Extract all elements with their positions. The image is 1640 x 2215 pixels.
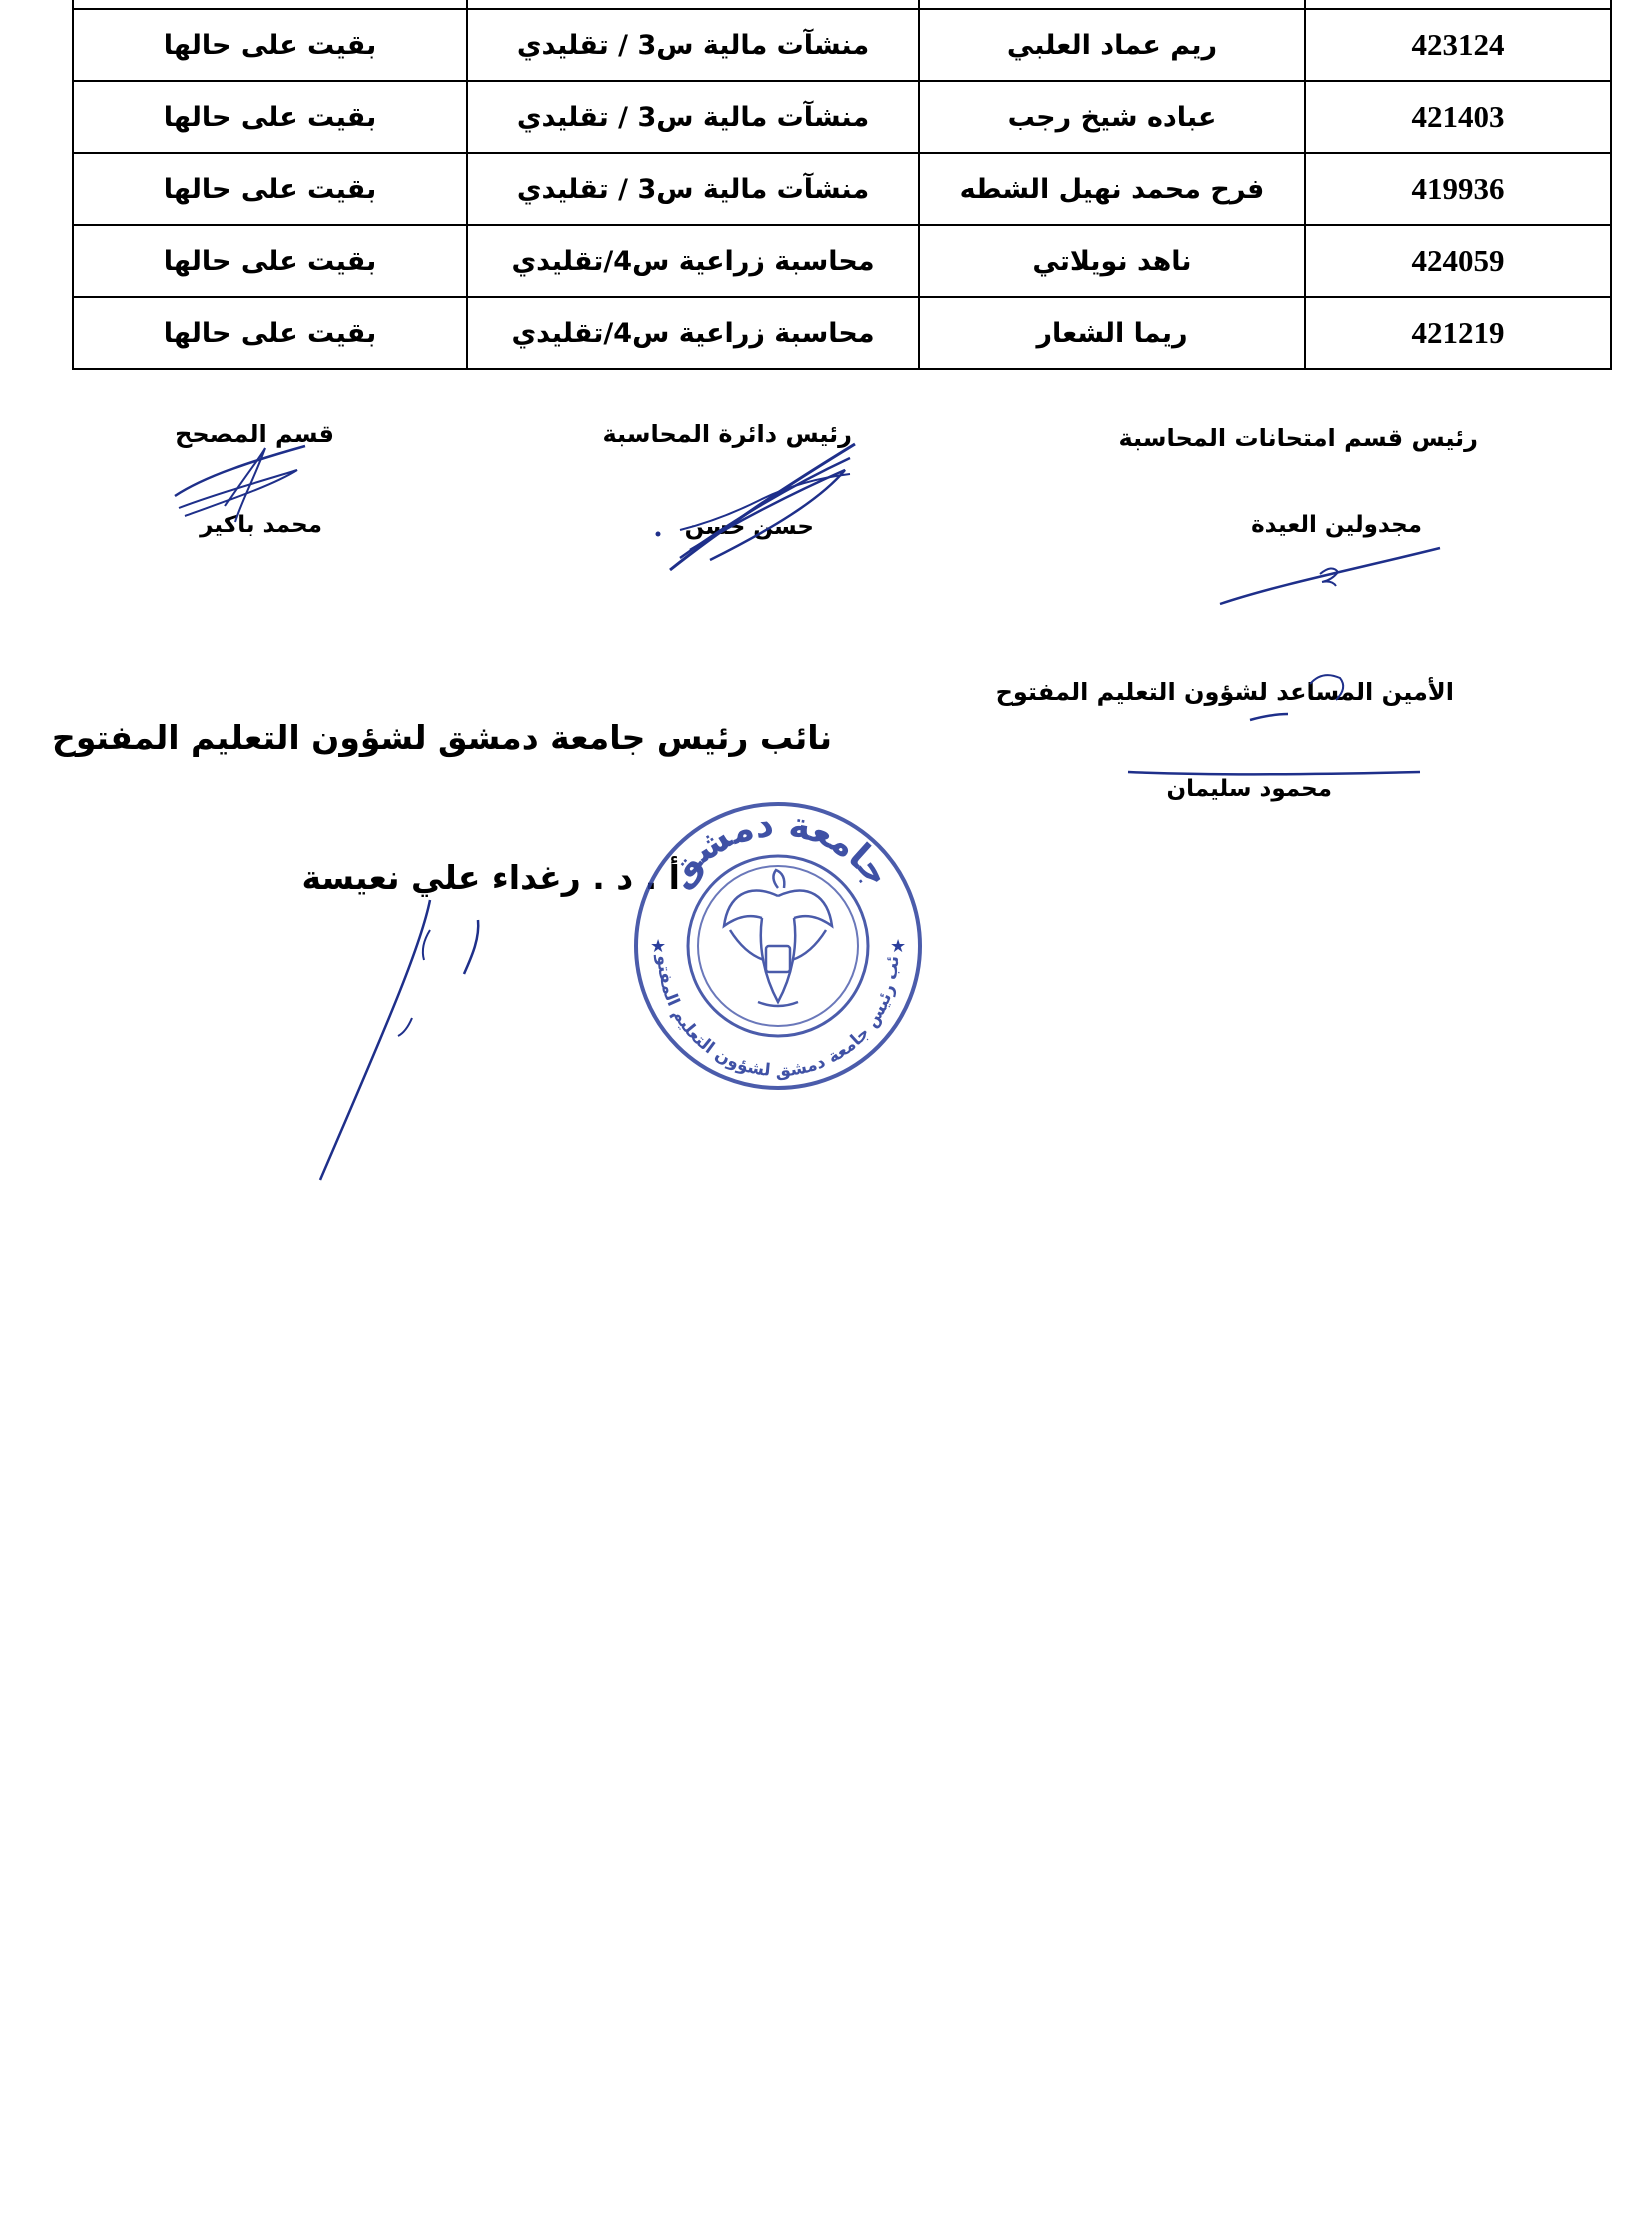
course-cell: محاسبة زراعية س4/تقليدي xyxy=(467,297,919,369)
assistant-secretary-title: الأمين المساعد لشؤون التعليم المفتوح xyxy=(995,678,1454,706)
stamp-star-right: ★ xyxy=(890,936,907,957)
table-row xyxy=(73,153,1611,225)
student-id-cell: 419936 xyxy=(1305,153,1611,225)
table-row-cut xyxy=(73,0,1611,9)
exams-head-name: مجدولين العيدة xyxy=(1251,512,1422,538)
exams-head-signature-icon xyxy=(1210,540,1450,610)
course-cell: منشآت مالية س3 / تقليدي xyxy=(467,9,919,81)
corrector-title: قسم المصحح xyxy=(175,420,334,448)
course-cell: منشآت مالية س3 / تقليدي xyxy=(467,153,919,225)
student-name-cell: ريم عماد العلبي xyxy=(919,9,1305,81)
student-id-cell: 421219 xyxy=(1305,297,1611,369)
vice-president-title: نائب رئيس جامعة دمشق لشؤون التعليم المفتوح xyxy=(52,718,832,757)
dept-head-signature-icon xyxy=(650,430,880,580)
stamp-top-text: جامعة دمشق xyxy=(658,803,899,895)
status-cell: بقيت على حالها xyxy=(73,225,467,297)
status-cell: بقيت على حالها xyxy=(73,81,467,153)
dept-head-title: رئيس دائرة المحاسبة xyxy=(602,420,852,448)
exams-head-title: رئيس قسم امتحانات المحاسبة xyxy=(1118,424,1478,452)
stamp-bottom-text: نائب رئيس جامعة دمشق لشؤون التعليم المفتوح xyxy=(621,781,904,1082)
table-row xyxy=(73,297,1611,369)
dept-head-name: حسن حسن xyxy=(684,514,814,540)
student-id-cell: 423124 xyxy=(1305,9,1611,81)
student-name-cell: عباده شيخ رجب xyxy=(919,81,1305,153)
corrector-name: محمد باكير xyxy=(200,512,322,538)
student-id-cell: 424059 xyxy=(1305,225,1611,297)
assistant-secretary-name: محمود سليمان xyxy=(1166,776,1332,802)
table-row xyxy=(73,225,1611,297)
results-table xyxy=(72,0,1612,370)
corrector-signature-icon xyxy=(165,436,315,536)
course-cell: محاسبة زراعية س4/تقليدي xyxy=(467,225,919,297)
assistant-secretary-signature-icon xyxy=(1120,666,1440,786)
vice-president-name: أ . د . رغداء علي نعيسة xyxy=(301,858,680,897)
status-cell: بقيت على حالها xyxy=(73,297,467,369)
status-cell: بقيت على حالها xyxy=(73,153,467,225)
status-cell: بقيت على حالها xyxy=(73,9,467,81)
course-cell: منشآت مالية س3 / تقليدي xyxy=(467,81,919,153)
table-row xyxy=(73,81,1611,153)
student-id-cell: 421403 xyxy=(1305,81,1611,153)
student-name-cell: فرح محمد نهيل الشطه xyxy=(919,153,1305,225)
eagle-emblem-icon xyxy=(724,870,832,1006)
student-name-cell: ريما الشعار xyxy=(919,297,1305,369)
student-name-cell: ناهد نويلاتي xyxy=(919,225,1305,297)
vice-president-signature-icon xyxy=(300,890,510,1190)
table-row xyxy=(73,9,1611,81)
stamp-star-left: ★ xyxy=(650,936,667,957)
university-stamp-icon xyxy=(621,781,928,1096)
